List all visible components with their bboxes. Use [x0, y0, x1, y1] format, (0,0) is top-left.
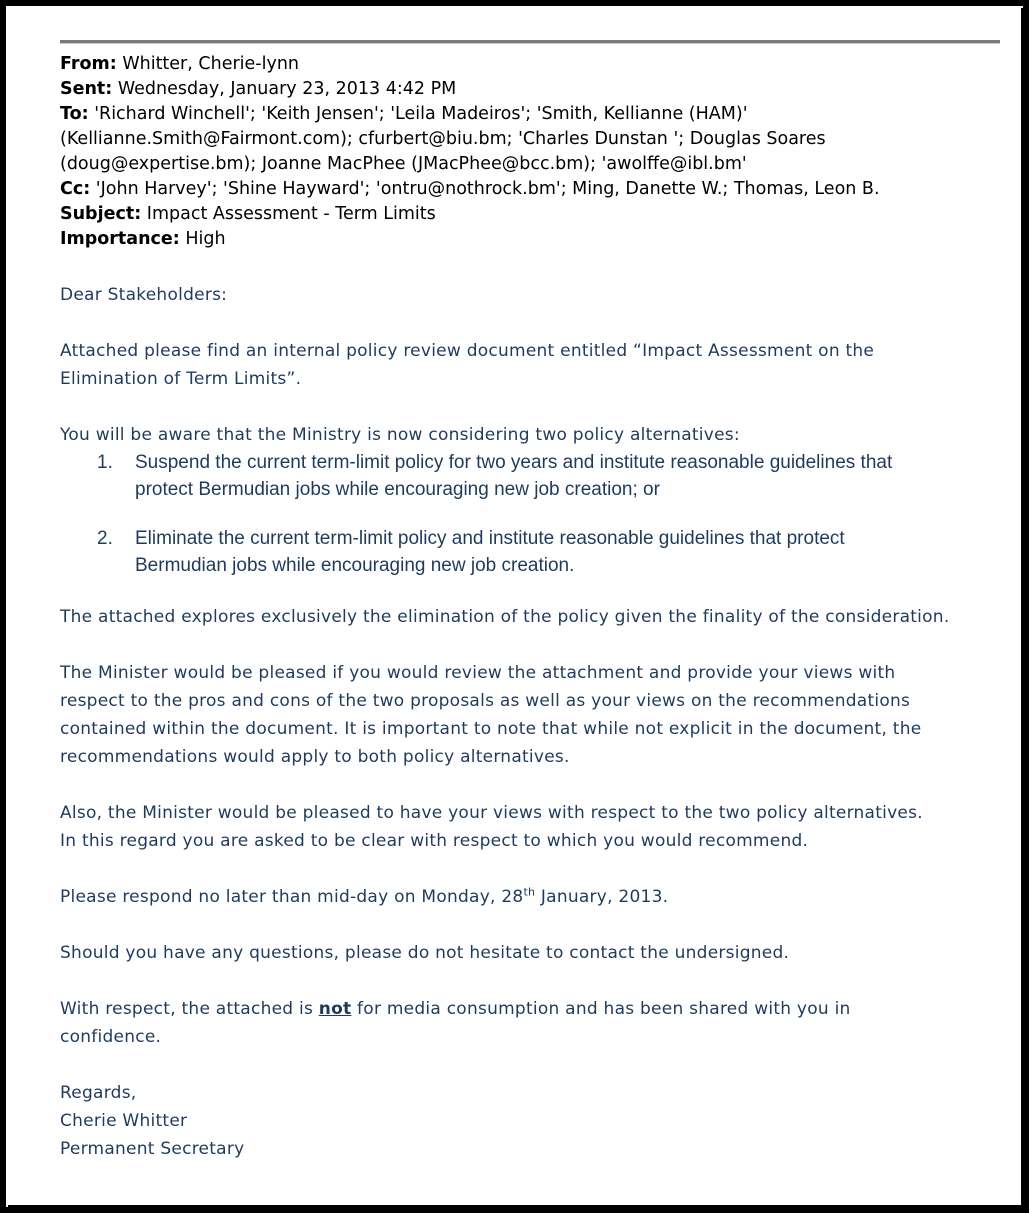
paragraph-questions: Should you have any questions, please do not hesitate to contact the undersigned. [60, 943, 790, 963]
frame-shadow-bottom [8, 1205, 1029, 1213]
importance-value: High [185, 229, 226, 249]
deadline-text-end: January, 2013. [535, 887, 669, 907]
list-item-line2: protect Bermudian jobs while encouraging new job creation; or [135, 479, 660, 500]
list-item [60, 525, 1005, 579]
paragraph-attachment-line2: Elimination of Term Limits”. [60, 369, 302, 389]
deadline-text-start: Please respond no later than mid-day on Monday, 28 [60, 887, 524, 907]
cc-label: Cc: [60, 179, 91, 199]
greeting: Dear Stakeholders: [60, 285, 228, 305]
alternatives-list [60, 449, 1005, 579]
paragraph-alternatives-intro: You will be aware that the Ministry is now considering two policy alternatives: [60, 425, 740, 445]
to-label: To: [60, 104, 89, 124]
paragraph-review-line2: respect to the pros and cons of the two proposals as well as your views on the recommendations [60, 691, 911, 711]
from-value: Whitter, Cherie-lynn [122, 54, 299, 74]
closing: Regards, [60, 1083, 137, 1103]
email-header [60, 52, 1000, 252]
list-item-line1: Suspend the current term-limit policy for two years and institute reasonable guidelines that [135, 452, 893, 473]
paragraph-exploration: The attached explores exclusively the elimination of the policy given the finality of the consideration. [60, 607, 950, 627]
list-item-line1: Eliminate the current term-limit policy and institute reasonable guidelines that protect [135, 528, 845, 549]
list-item-number: 2. [97, 528, 113, 549]
cc-row [60, 177, 1000, 202]
to-value-line1: 'Richard Winchell'; 'Keith Jensen'; 'Leila Madeiros'; 'Smith, Kellianne (HAM)' [94, 104, 748, 124]
deadline-superscript: th [523, 885, 536, 899]
subject-row [60, 202, 1000, 227]
sent-row [60, 77, 1000, 102]
paragraph-review-line1: The Minister would be pleased if you would review the attachment and provide your views with [60, 663, 896, 683]
paragraph-review-line3: contained within the document. It is important to note that while not explicit in the document, the [60, 719, 922, 739]
confidential-text-end: for media consumption and has been shared with you in [351, 999, 851, 1019]
list-item-line2: Bermudian jobs while encouraging new job creation. [135, 555, 575, 576]
to-value-line2: (Kellianne.Smith@Fairmont.com); cfurbert@biu.bm; 'Charles Dunstan '; Douglas Soares [60, 129, 826, 149]
paragraph-review-line4: recommendations would apply to both policy alternatives. [60, 747, 570, 767]
from-label: From: [60, 54, 117, 74]
to-row [60, 102, 1000, 127]
sent-label: Sent: [60, 79, 113, 99]
paragraph-confidential-line1 [60, 995, 1005, 1023]
subject-value: Impact Assessment - Term Limits [146, 204, 436, 224]
header-divider [60, 40, 1000, 44]
signer-name: Cherie Whitter [60, 1111, 188, 1131]
frame-shadow-right [1021, 8, 1029, 1213]
importance-label: Importance: [60, 229, 180, 249]
list-item [60, 449, 1005, 503]
sent-value: Wednesday, January 23, 2013 4:42 PM [117, 79, 457, 99]
signer-title: Permanent Secretary [60, 1139, 245, 1159]
paragraph-views-line1: Also, the Minister would be pleased to have your views with respect to the two policy alternatives. [60, 803, 923, 823]
subject-label: Subject: [60, 204, 142, 224]
importance-row [60, 227, 1000, 252]
confidential-text-start: With respect, the attached is [60, 999, 319, 1019]
paragraph-deadline [60, 883, 1005, 911]
email-body [60, 281, 1005, 1163]
paragraph-confidential-line2: confidence. [60, 1027, 162, 1047]
list-item-number: 1. [97, 452, 113, 473]
emphasis-not: not [318, 999, 352, 1019]
paragraph-views-line2: In this regard you are asked to be clear with respect to which you would recommend. [60, 831, 809, 851]
from-row [60, 52, 1000, 77]
cc-value: 'John Harvey'; 'Shine Hayward'; 'ontru@nothrock.bm'; Ming, Danette W.; Thomas, Leon B. [95, 179, 880, 199]
paragraph-attachment-line1: Attached please find an internal policy review document entitled “Impact Assessment on the [60, 341, 875, 361]
to-value-line3: (doug@expertise.bm); Joanne MacPhee (JMacPhee@bcc.bm); 'awolffe@ibl.bm' [60, 154, 747, 174]
